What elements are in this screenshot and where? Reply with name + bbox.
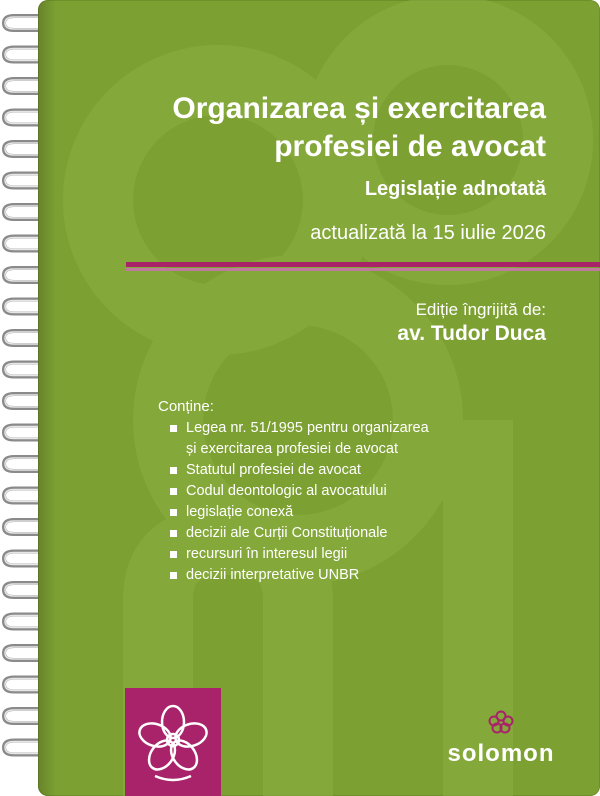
list-item: decizii ale Curții Constituționale xyxy=(170,523,429,544)
list-item: Legea nr. 51/1995 pentru organizarea xyxy=(170,418,429,439)
bullet-icon xyxy=(170,488,177,495)
book-subtitle: Legislație adnotată xyxy=(364,178,546,200)
list-item: recursuri în interesul legii xyxy=(170,544,429,565)
bullet-icon xyxy=(170,509,177,516)
update-date: actualizată la 15 iulie 2026 xyxy=(310,222,546,244)
bullet-icon xyxy=(170,425,177,432)
book-title: Organizarea și exercitarea profesiei de avocat xyxy=(172,92,546,163)
edited-by-label: Ediție îngrijită de: xyxy=(415,300,546,319)
bullet-icon xyxy=(170,551,177,558)
publisher-logo-icon xyxy=(486,709,516,735)
accent-stripe xyxy=(126,262,600,267)
accent-stripe-light xyxy=(126,268,600,271)
list-item: legislație conexă xyxy=(170,502,429,523)
list-item: Statutul profesiei de avocat xyxy=(170,460,429,481)
bullet-icon xyxy=(170,530,177,537)
list-item: și exercitarea profesiei de avocat xyxy=(186,441,398,457)
publisher-name: solomon xyxy=(447,740,555,767)
bullet-icon xyxy=(170,467,177,474)
collection-badge xyxy=(125,688,221,796)
contents-list xyxy=(170,418,429,586)
author-name: av. Tudor Duca xyxy=(397,322,546,345)
publisher-logo xyxy=(446,709,556,768)
contents-label: Conține: xyxy=(158,398,214,415)
book-cover xyxy=(38,0,600,796)
bullet-icon xyxy=(170,572,177,579)
flower-logo-icon xyxy=(125,688,221,796)
list-item: decizii interpretative UNBR xyxy=(170,565,429,586)
list-item: Codul deontologic al avocatului xyxy=(170,481,429,502)
